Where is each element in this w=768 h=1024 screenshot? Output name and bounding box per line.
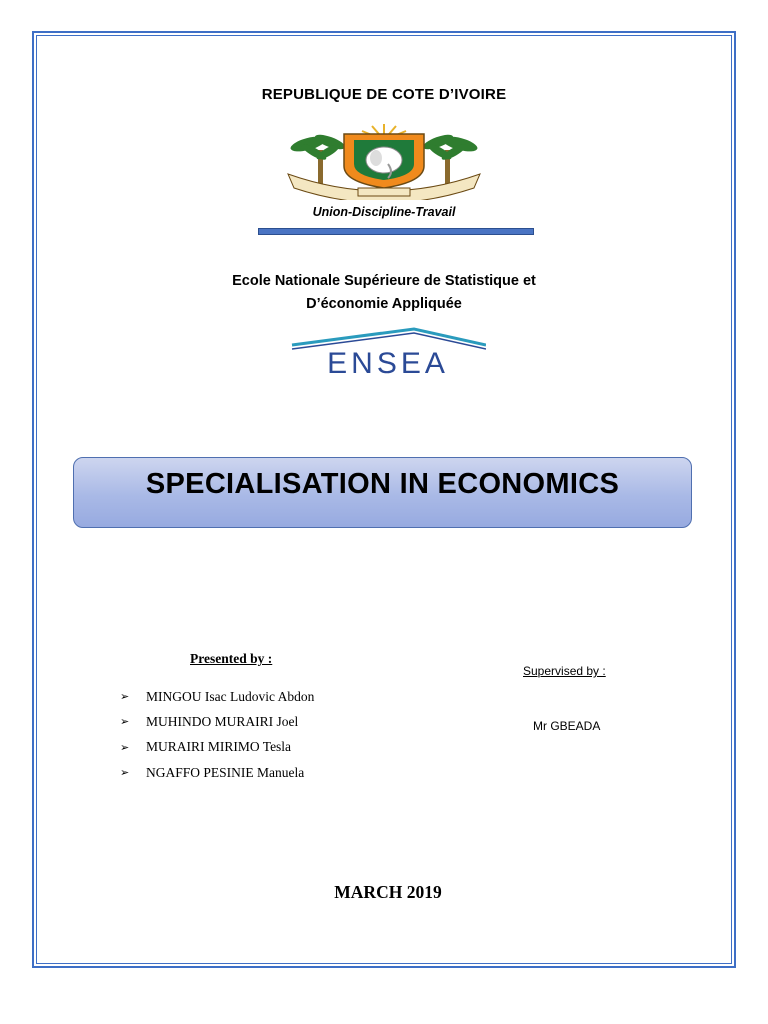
coat-of-arms-icon (284, 122, 484, 200)
supervised-by-label: Supervised by : (523, 664, 606, 678)
author-name: NGAFFO PESINIE Manuela (146, 764, 305, 780)
presented-by-label: Presented by : (190, 651, 273, 666)
ensea-logo (290, 327, 486, 377)
author-name: MUHINDO MURAIRI Joel (146, 713, 299, 729)
author-name: MURAIRI MIRIMO Tesla (146, 739, 292, 755)
list-item (120, 735, 314, 760)
supervisor-name: Mr GBEADA (533, 719, 601, 733)
arrow-bullet-icon: ➢ (120, 716, 130, 729)
school-name-line-2: D’économie Appliquée (306, 296, 462, 312)
school-name-line-1: Ecole Nationale Supérieure de Statistique et (232, 273, 536, 289)
author-name: MINGOU Isac Ludovic Abdon (146, 688, 315, 704)
decorative-divider (258, 228, 534, 235)
list-item (120, 709, 314, 734)
arrow-bullet-icon: ➢ (120, 741, 130, 754)
arrow-bullet-icon: ➢ (120, 691, 130, 704)
national-motto: Union-Discipline-Travail (312, 205, 456, 219)
document-title: SPECIALISATION IN ECONOMICS (145, 468, 620, 500)
document-date: MARCH 2019 (334, 882, 442, 902)
country-heading: REPUBLIQUE DE COTE D’IVOIRE (261, 86, 507, 103)
school-name (0, 270, 768, 316)
ensea-logo-text: ENSEA (327, 347, 449, 377)
list-item (120, 760, 314, 785)
title-banner (73, 457, 692, 528)
author-list (120, 684, 314, 785)
arrow-bullet-icon: ➢ (120, 767, 130, 780)
list-item (120, 684, 314, 709)
